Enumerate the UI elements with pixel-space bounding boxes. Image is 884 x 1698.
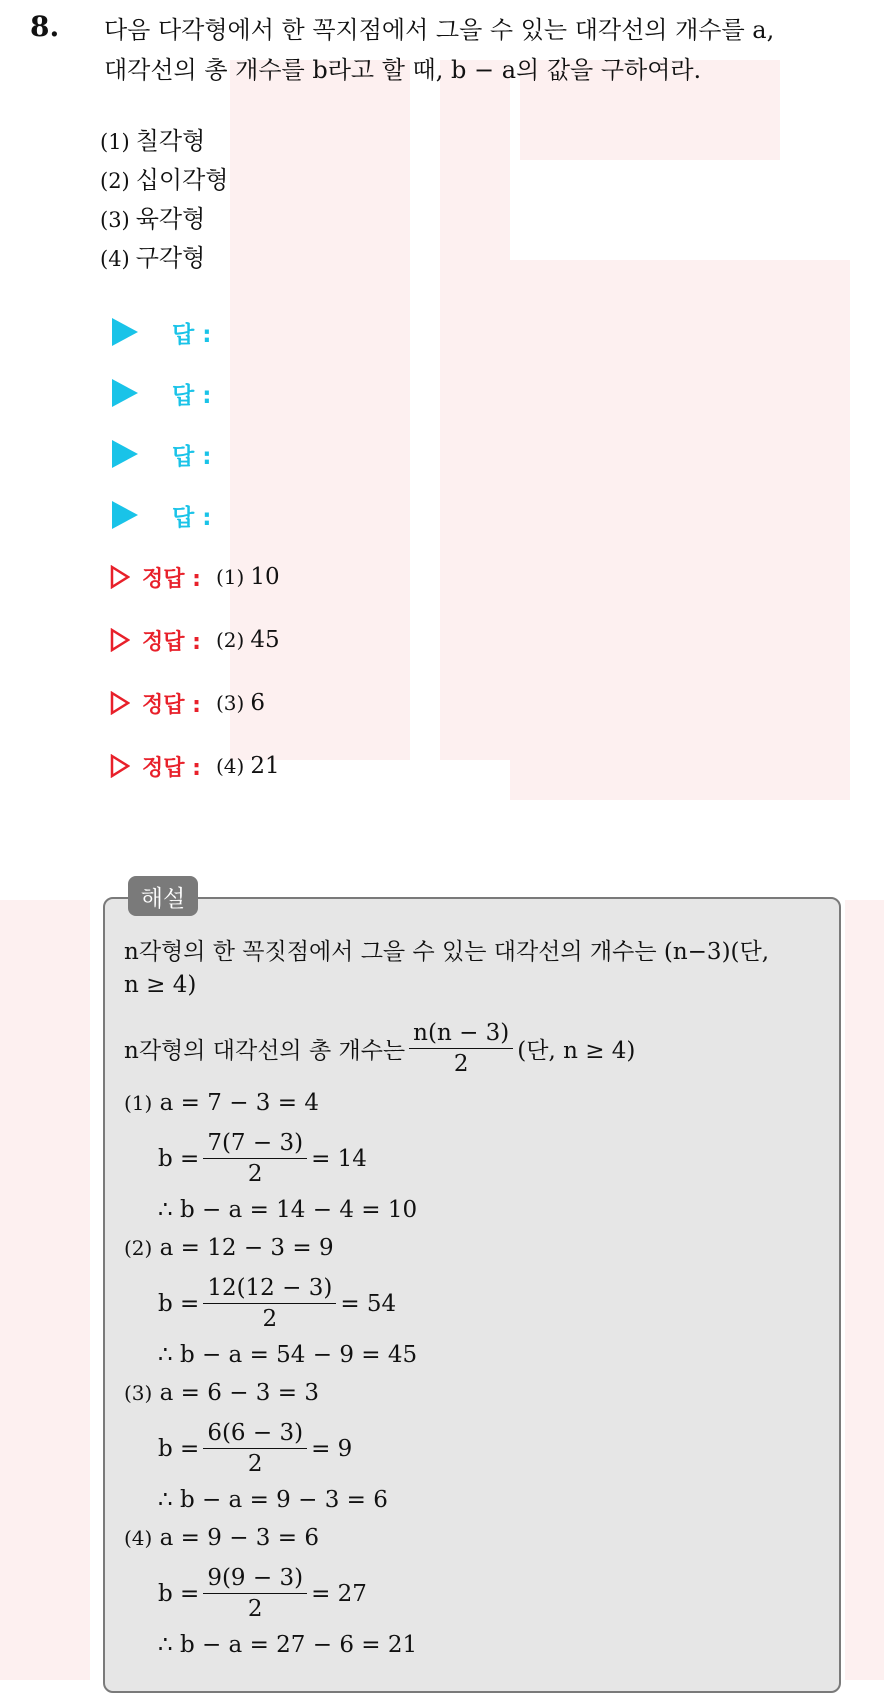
fraction: $\frac{7(7 - 3)}{2}$ — [203, 1128, 307, 1189]
part-a-line: (1) a = 7 − 3 = 4 — [124, 1090, 319, 1116]
watermark-block — [510, 260, 850, 800]
choice-item: (3) 육각형 — [100, 205, 206, 233]
play-triangle-icon — [112, 318, 138, 346]
outline-triangle-icon — [110, 628, 130, 652]
part-a-line: (3) a = 6 − 3 = 3 — [124, 1380, 319, 1406]
part-a-line: (2) a = 12 − 3 = 9 — [124, 1235, 334, 1261]
question-number: 8. — [30, 10, 60, 43]
question-line-1: 다음 다각형에서 한 꼭지점에서 그을 수 있는 대각선의 개수를 a, — [104, 16, 775, 44]
part-therefore-line: ∴ b − a = 14 − 4 = 10 — [158, 1197, 418, 1223]
solution-value: (2) 45 — [216, 627, 280, 653]
play-triangle-icon — [112, 379, 138, 407]
question-text — [104, 10, 864, 90]
answer-row[interactable] — [112, 437, 211, 471]
watermark-block — [845, 900, 884, 1680]
play-triangle-icon — [112, 501, 138, 529]
choice-item: (2) 십이각형 — [100, 166, 229, 194]
part-b-line: b = $\frac{6(6 - 3)}{2}$ = 9 — [158, 1420, 353, 1477]
outline-triangle-icon — [110, 565, 130, 589]
answer-label: 답 : — [172, 382, 212, 409]
explanation-line-3: n각형의 대각선의 총 개수는 $\frac{n(n - 3)}{2}$ (단, n ≥ 4) — [124, 1020, 636, 1077]
choice-item: (4) 구각형 — [100, 244, 206, 272]
answer-label: 답 : — [172, 443, 212, 470]
solution-row — [110, 622, 280, 658]
solution-label: 정답 : — [142, 629, 201, 655]
fraction: $\frac{12(12 - 3)}{2}$ — [203, 1273, 336, 1334]
watermark-block — [0, 900, 90, 1680]
solution-value: (1) 10 — [216, 564, 280, 590]
explanation-line-2: n ≥ 4) — [124, 972, 197, 998]
fraction: $\frac{9(9 - 3)}{2}$ — [203, 1563, 307, 1624]
solution-row — [110, 685, 265, 721]
part-a-line: (4) a = 9 − 3 = 6 — [124, 1525, 319, 1551]
solution-label: 정답 : — [142, 755, 201, 781]
part-b-line: b = $\frac{7(7 - 3)}{2}$ = 14 — [158, 1130, 367, 1187]
solution-value: (4) 21 — [216, 753, 280, 779]
answer-label: 답 : — [172, 504, 212, 531]
solution-value: (3) 6 — [216, 690, 265, 716]
question-line-2: 대각선의 총 개수를 b라고 할 때, b − a의 값을 구하여라. — [104, 56, 702, 84]
outline-triangle-icon — [110, 754, 130, 778]
choice-item: (1) 칠각형 — [100, 127, 206, 155]
play-triangle-icon — [112, 440, 138, 468]
answer-row[interactable] — [112, 315, 211, 349]
choice-list — [100, 122, 229, 278]
solution-label: 정답 : — [142, 566, 201, 592]
fraction: $\frac{n(n - 3)}{2}$ — [409, 1018, 513, 1079]
answer-label: 답 : — [172, 321, 212, 348]
part-b-line: b = $\frac{12(12 - 3)}{2}$ = 54 — [158, 1275, 397, 1332]
solution-row — [110, 748, 280, 784]
solution-row — [110, 559, 280, 595]
outline-triangle-icon — [110, 691, 130, 715]
part-therefore-line: ∴ b − a = 27 − 6 = 21 — [158, 1632, 418, 1658]
answer-row[interactable] — [112, 498, 211, 532]
solution-label: 정답 : — [142, 692, 201, 718]
watermark-block — [440, 60, 510, 760]
explanation-tag: 해설 — [128, 876, 198, 916]
explanation-line-1: n각형의 한 꼭짓점에서 그을 수 있는 대각선의 개수는 (n−3)(단, — [124, 939, 770, 965]
answer-row[interactable] — [112, 376, 211, 410]
part-therefore-line: ∴ b − a = 9 − 3 = 6 — [158, 1487, 388, 1513]
part-therefore-line: ∴ b − a = 54 − 9 = 45 — [158, 1342, 418, 1368]
fraction: $\frac{6(6 - 3)}{2}$ — [203, 1418, 307, 1479]
part-b-line: b = $\frac{9(9 - 3)}{2}$ = 27 — [158, 1565, 367, 1622]
